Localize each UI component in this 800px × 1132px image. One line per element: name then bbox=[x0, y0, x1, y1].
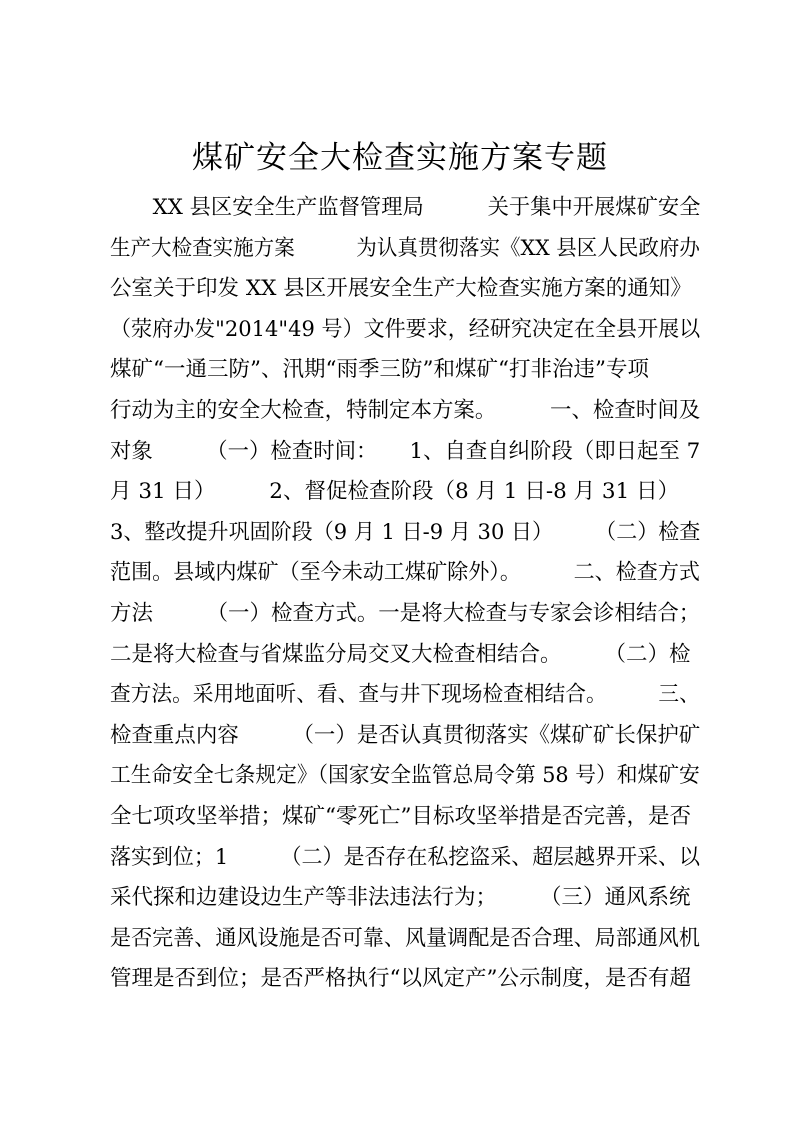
body-text-line: 公室关于印发 XX 县区开展安全生产大检查实施方案的通知》 bbox=[110, 276, 692, 302]
body-text-line: 行动为主的安全大检查，特制定本方案。 一、检查时间及 bbox=[110, 398, 701, 423]
body-text-line: XX 县区安全生产监督管理局 关于集中开展煤矿安全 bbox=[110, 195, 701, 220]
body-text-line: 工生命安全七条规定》（国家安全监管总局令第 58 号）和煤矿安 bbox=[110, 763, 700, 789]
body-text-line: 3、整改提升巩固阶段（9 月 1 日-9 月 30 日） （二）检查 bbox=[110, 519, 701, 545]
body-text-line: 范围。县域内煤矿（至今未动工煤矿除外）。 二、检查方式 bbox=[110, 560, 701, 586]
body-text-line: 月 31 日） 2、督促检查阶段（8 月 1 日-8 月 31 日） bbox=[110, 479, 680, 505]
body-text-line: 方法 （一）检查方式。一是将大检查与专家会诊相结合； bbox=[110, 601, 701, 626]
document-title: 煤矿安全大检查实施方案专题 bbox=[192, 140, 608, 176]
body-text-line: 二是将大检查与省煤监分局交叉大检查相结合。 （二）检 bbox=[110, 641, 691, 667]
body-text-line: 全七项攻坚举措；煤矿“零死亡”目标攻坚举措是否完善，是否 bbox=[110, 804, 691, 829]
body-text-line: 管理是否到位；是否严格执行“以风定产”公示制度，是否有超 bbox=[110, 966, 691, 992]
body-text-line: （荥府办发"2014"49 号）文件要求，经研究决定在全县开展以 bbox=[110, 316, 701, 342]
body-text-line: 检查重点内容 （一）是否认真贯彻落实《煤矿矿长保护矿 bbox=[110, 722, 701, 748]
body-text-line: 对象 （一）检查时间： 1、自查自纠阶段（即日起至 7 bbox=[110, 438, 701, 464]
body-text-line: 是否完善、通风设施是否可靠、风量调配是否合理、局部通风机 bbox=[110, 925, 701, 951]
body-text-line: 采代探和边建设边生产等非法违法行为； （三）通风系统 bbox=[110, 885, 691, 911]
body-text-line: 查方法。采用地面听、看、查与井下现场检查相结合。 三、 bbox=[110, 682, 700, 708]
body-text-line: 落实到位；1 （二）是否存在私挖盗采、超层越界开采、以 bbox=[110, 844, 700, 870]
body-text-line: 煤矿“一通三防”、汛期“雨季三防”和煤矿“打非治违”专项 bbox=[110, 357, 649, 383]
body-text-line: 生产大检查实施方案 为认真贯彻落实《XX 县区人民政府办 bbox=[110, 235, 700, 261]
